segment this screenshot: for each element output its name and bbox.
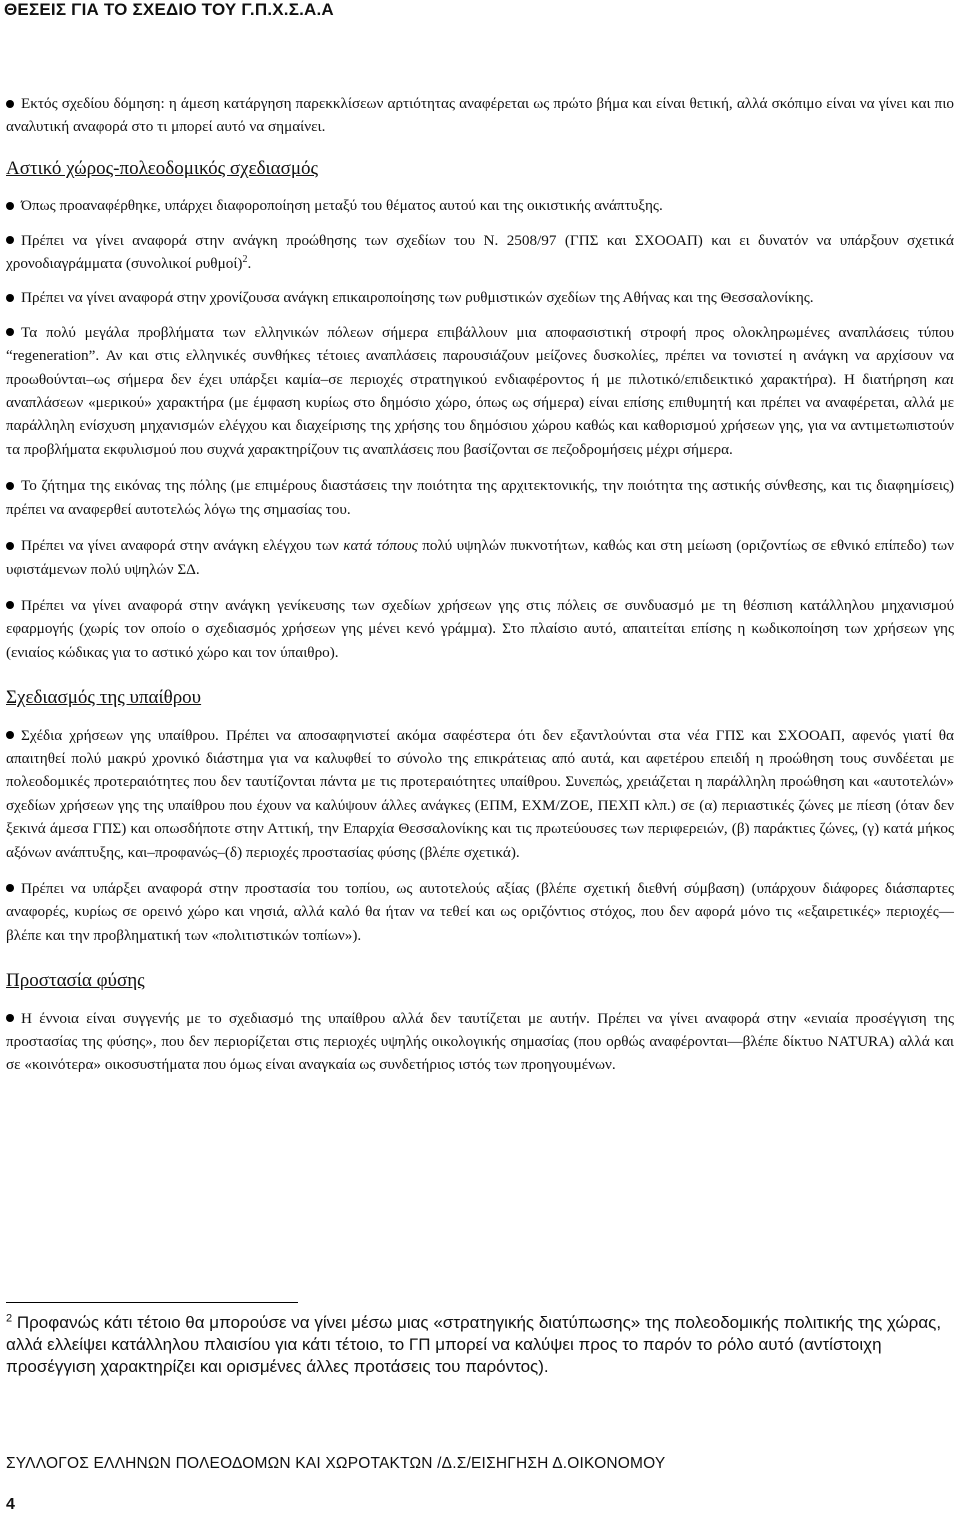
urban-p2-text: Πρέπει να γίνει αναφορά στην ανάγκη προώθησης των σχεδίων του Ν. 2508/97 (ΓΠΣ και ΣΧΟΟΑΠ) και ει δυνατόν να υπάρξουν σχετικά χρονοδιαγράμματα (συνολικοί ρυθμοί) — [6, 231, 954, 273]
urban-paragraph-4 — [6, 321, 954, 461]
bullet-dot-icon — [6, 731, 14, 739]
urban-p6-text-b: πολύ υψηλών πυκνοτήτων, καθώς και στη μείωση (οριζοντίως σε εθνικό επίπεδο) των υφιστάμενων πολύ υψηλών ΣΔ. — [6, 537, 954, 578]
bullet-dot-icon — [6, 294, 14, 302]
section-heading-countryside: Σχεδιασμός της υπαίθρου — [6, 687, 202, 709]
urban-p2-end: . — [247, 255, 252, 273]
intro-text: Εκτός σχεδίου δόμηση: η άμεση κατάργηση παρεκκλίσεων αρτιότητας αναφέρεται ως πρώτο βήμα και είναι θετική, αλλά σκόπιμο είναι να γίνει και πιο αναλυτική αναφορά στο τι μπορεί αυτό να σημαίνει. — [6, 95, 954, 136]
urban-paragraph-1 — [6, 194, 954, 217]
footnote — [6, 1312, 950, 1378]
page-number: 4 — [6, 1496, 15, 1513]
urban-p1-text: Όπως προαναφέρθηκε, υπάρχει διαφοροποίηση μεταξύ του θέματος αυτού και της οικιστικής ανάπτυξης. — [21, 197, 663, 215]
bullet-dot-icon — [6, 328, 14, 336]
page-header-title: ΘΕΣΕΙΣ ΓΙΑ ΤΟ ΣΧΕΔΙΟ ΤΟΥ Γ.Π.Χ.Σ.Α.Α — [4, 0, 334, 19]
bullet-dot-icon — [6, 884, 14, 892]
urban-p3-text: Πρέπει να γίνει αναφορά στην χρονίζουσα ανάγκη επικαιροποίησης των ρυθμιστικών σχεδίων της Αθήνας και της Θεσσαλονίκης. — [21, 289, 814, 307]
footnote-divider — [6, 1302, 298, 1303]
footnote-text: Προφανώς κάτι τέτοιο θα μπορούσε να γίνει μέσω μιας «στρατηγικής διατύπωσης» της πολεοδομικής πολιτικής της χώρας, αλλά ελλείψει κατάλληλου πλαισίου για κάτι τέτοιο, το ΓΠ μπορεί να καλύψει προς το παρόν το ρόλο αυτό (αντίστοιχη προσέγγιση χαρακτηρίζει και ορισμένες άλλες προτάσεις του παρόντος). — [6, 1313, 942, 1376]
bullet-dot-icon — [6, 482, 14, 490]
urban-p6-emphasis: κατά τόπους — [343, 537, 418, 555]
footnote-number: 2 — [6, 1312, 13, 1325]
intro-paragraph — [6, 92, 954, 139]
urban-paragraph-7 — [6, 594, 954, 664]
urban-paragraph-6 — [6, 534, 954, 581]
bullet-dot-icon — [6, 100, 14, 108]
section-heading-urban: Αστικό χώρος-πολεοδομικός σχεδιασμός — [6, 157, 319, 179]
urban-paragraph-3 — [6, 286, 954, 309]
countryside-paragraph-2 — [6, 877, 954, 947]
document-body — [6, 92, 954, 1090]
urban-paragraph-2 — [6, 229, 954, 276]
footnote-ref: 2 — [242, 253, 248, 265]
bullet-dot-icon — [6, 236, 14, 244]
urban-p4-emphasis: και — [934, 370, 954, 388]
urban-p6-text-a: Πρέπει να γίνει αναφορά στην ανάγκη ελέγχου των — [21, 537, 344, 555]
bullet-dot-icon — [6, 202, 14, 210]
urban-paragraph-5 — [6, 474, 954, 521]
countryside-paragraph-1 — [6, 724, 954, 864]
bullet-dot-icon — [6, 601, 14, 609]
urban-p7-text: Πρέπει να γίνει αναφορά στην ανάγκη γενίκευσης των σχεδίων χρήσεων γης στις πόλεις σε συνδυασμό με τη θέσπιση κατάλληλου μηχανισμού εφαρμογής (χωρίς τον οποίο ο σχεδιασμός χρήσεων γης μένει κενό γράμμα). Στο πλαίσιο αυτό, απαιτείται επίσης η κωδικοποίηση των χρήσεων γης (ενιαίος κώδικας για το αστικό χώρο και τον ύπαιθρο). — [6, 596, 954, 661]
footer-organization: ΣΥΛΛΟΓΟΣ ΕΛΛΗΝΩΝ ΠΟΛΕΟΔΟΜΩΝ ΚΑΙ ΧΩΡΟΤΑΚΤΩΝ /Δ.Σ/ΕΙΣΗΓΗΣΗ Δ.ΟΙΚΟΝΟΜΟΥ — [6, 1455, 666, 1472]
section-heading-nature: Προστασία φύσης — [6, 970, 145, 992]
countryside-p2-text: Πρέπει να υπάρξει αναφορά στην προστασία του τοπίου, ως αυτοτελούς αξίας (βλέπε σχετική διεθνή σύμβαση) (υπάρχουν διάφορες διάσπαρτες αναφορές, κυρίως σε ορεινό χώρο και νησιά, αλλά καλό θα ήταν να τεθεί και ως οριζόντιος στόχος, που δεν αφορά μόνο τις «εξαιρετικές» περιοχές—βλέπε και την προβληματική των «πολιτιστικών τοπίων»). — [6, 879, 954, 944]
nature-paragraph-1 — [6, 1007, 954, 1077]
countryside-p1-text: Σχέδια χρήσεων γης υπαίθρου. Πρέπει να αποσαφηνιστεί ακόμα σαφέστερα ότι δεν εξαντλούνται στα νέα ΓΠΣ και ΣΧΟΟΑΠ, αφενός γιατί θα απαιτηθεί πολύ μακρύ χρονικό διάστημα για να καλυφθεί το σύνολο της επικράτειας από αυτά, και αφετέρου επειδή η προώθηση τους συνδέεται με πολεοδομικές προτεραιότητες που δεν ταυτίζονται πάντα με τις προτεραιότητες υπαίθρου. Συνεπώς, χρειάζεται η παράλληλη προώθηση και «αυτοτελών» σχεδίων χρήσεων γης της υπαίθρου που έχουν να καλύψουν άλλες ανάγκες (ΕΠΜ, ΕΧΜ/ΖΟΕ, ΠΕΧΠ κλπ.) σε (α) περιαστικές ζώνες με πίεση (όταν δεν ξεκινά άμεσα ΓΠΣ) και οπωσδήποτε στην Αττική, την Επαρχία Θεσσαλονίκης και τις πρωτεύουσες των περιφερειών, (β) παράκτιες ζώνες, (γ) κατά μήκος αξόνων ανάπτυξης, και–προφανώς–(δ) περιοχές προστασίας φύσης (βλέπε σχετικά). — [6, 726, 954, 861]
bullet-dot-icon — [6, 1014, 14, 1022]
bullet-dot-icon — [6, 542, 14, 550]
nature-p1-text: Η έννοια είναι συγγενής με το σχεδιασμό της υπαίθρου αλλά δεν ταυτίζεται με αυτήν. Πρέπει να γίνει αναφορά στην «ενιαία προσέγγιση της προστασίας της φύσης», που δεν περιορίζεται στις περιοχές υψηλής οικολογικής σημασίας (που ορθώς αναφέρονται—βλέπε δίκτυο NATURA) αλλά και σε «κοινότερα» οικοσυστήματα που όμως είναι αναγκαία ως συνδετήριος ιστός των προηγουμένων. — [6, 1009, 954, 1074]
urban-p5-text: Το ζήτημα της εικόνας της πόλης (με επιμέρους διαστάσεις την ποιότητα της αρχιτεκτονικής, την ποιότητα της αστικής σύνθεσης, και τις διαφημίσεις) πρέπει να αναφερθεί αυτοτελώς λόγω της σημασίας του. — [6, 477, 954, 518]
urban-p4-text-a: Τα πολύ μεγάλα προβλήματα των ελληνικών πόλεων σήμερα επιβάλλουν μια αποφασιστική στροφή προς ολοκληρωμένες αναπλάσεις τύπου “regeneration”. Αν και στις ελληνικές συνθήκες τέτοιες αναπλάσεις παρουσιάζουν μείζονες δυσκολίες, πρέπει να τονιστεί η ανάγκη να αρχίσουν να προωθούνται–ως σήμερα δεν έχει υπάρξει καμία–σε περιοχές στρατηγικού ενδιαφέροντος ή με πιλοτικό/επιδεικτικό χαρακτήρα). Η διατήρηση — [6, 323, 954, 388]
urban-p4-text-b: αναπλάσεων «μερικού» χαρακτήρα (με έμφαση κυρίως στο δημόσιο χώρο, όπως ως σήμερα) είναι επίσης επιθυμητή και πρέπει να αναφέρεται, αλλά με παράλληλη ενίσχυση μηχανισμών ελέγχου και διαχείρισης της χρήσης του δημόσιου χώρου καθώς και καθορισμού χρήσεων γης, για να αντιμετωπιστούν τα προβλήματα εκφυλισμού που συχνά χαρακτηρίζουν τις αναπλάσεις που βασίζονται σε πεζοδρομήσεις μέχρι σήμερα. — [6, 394, 954, 458]
